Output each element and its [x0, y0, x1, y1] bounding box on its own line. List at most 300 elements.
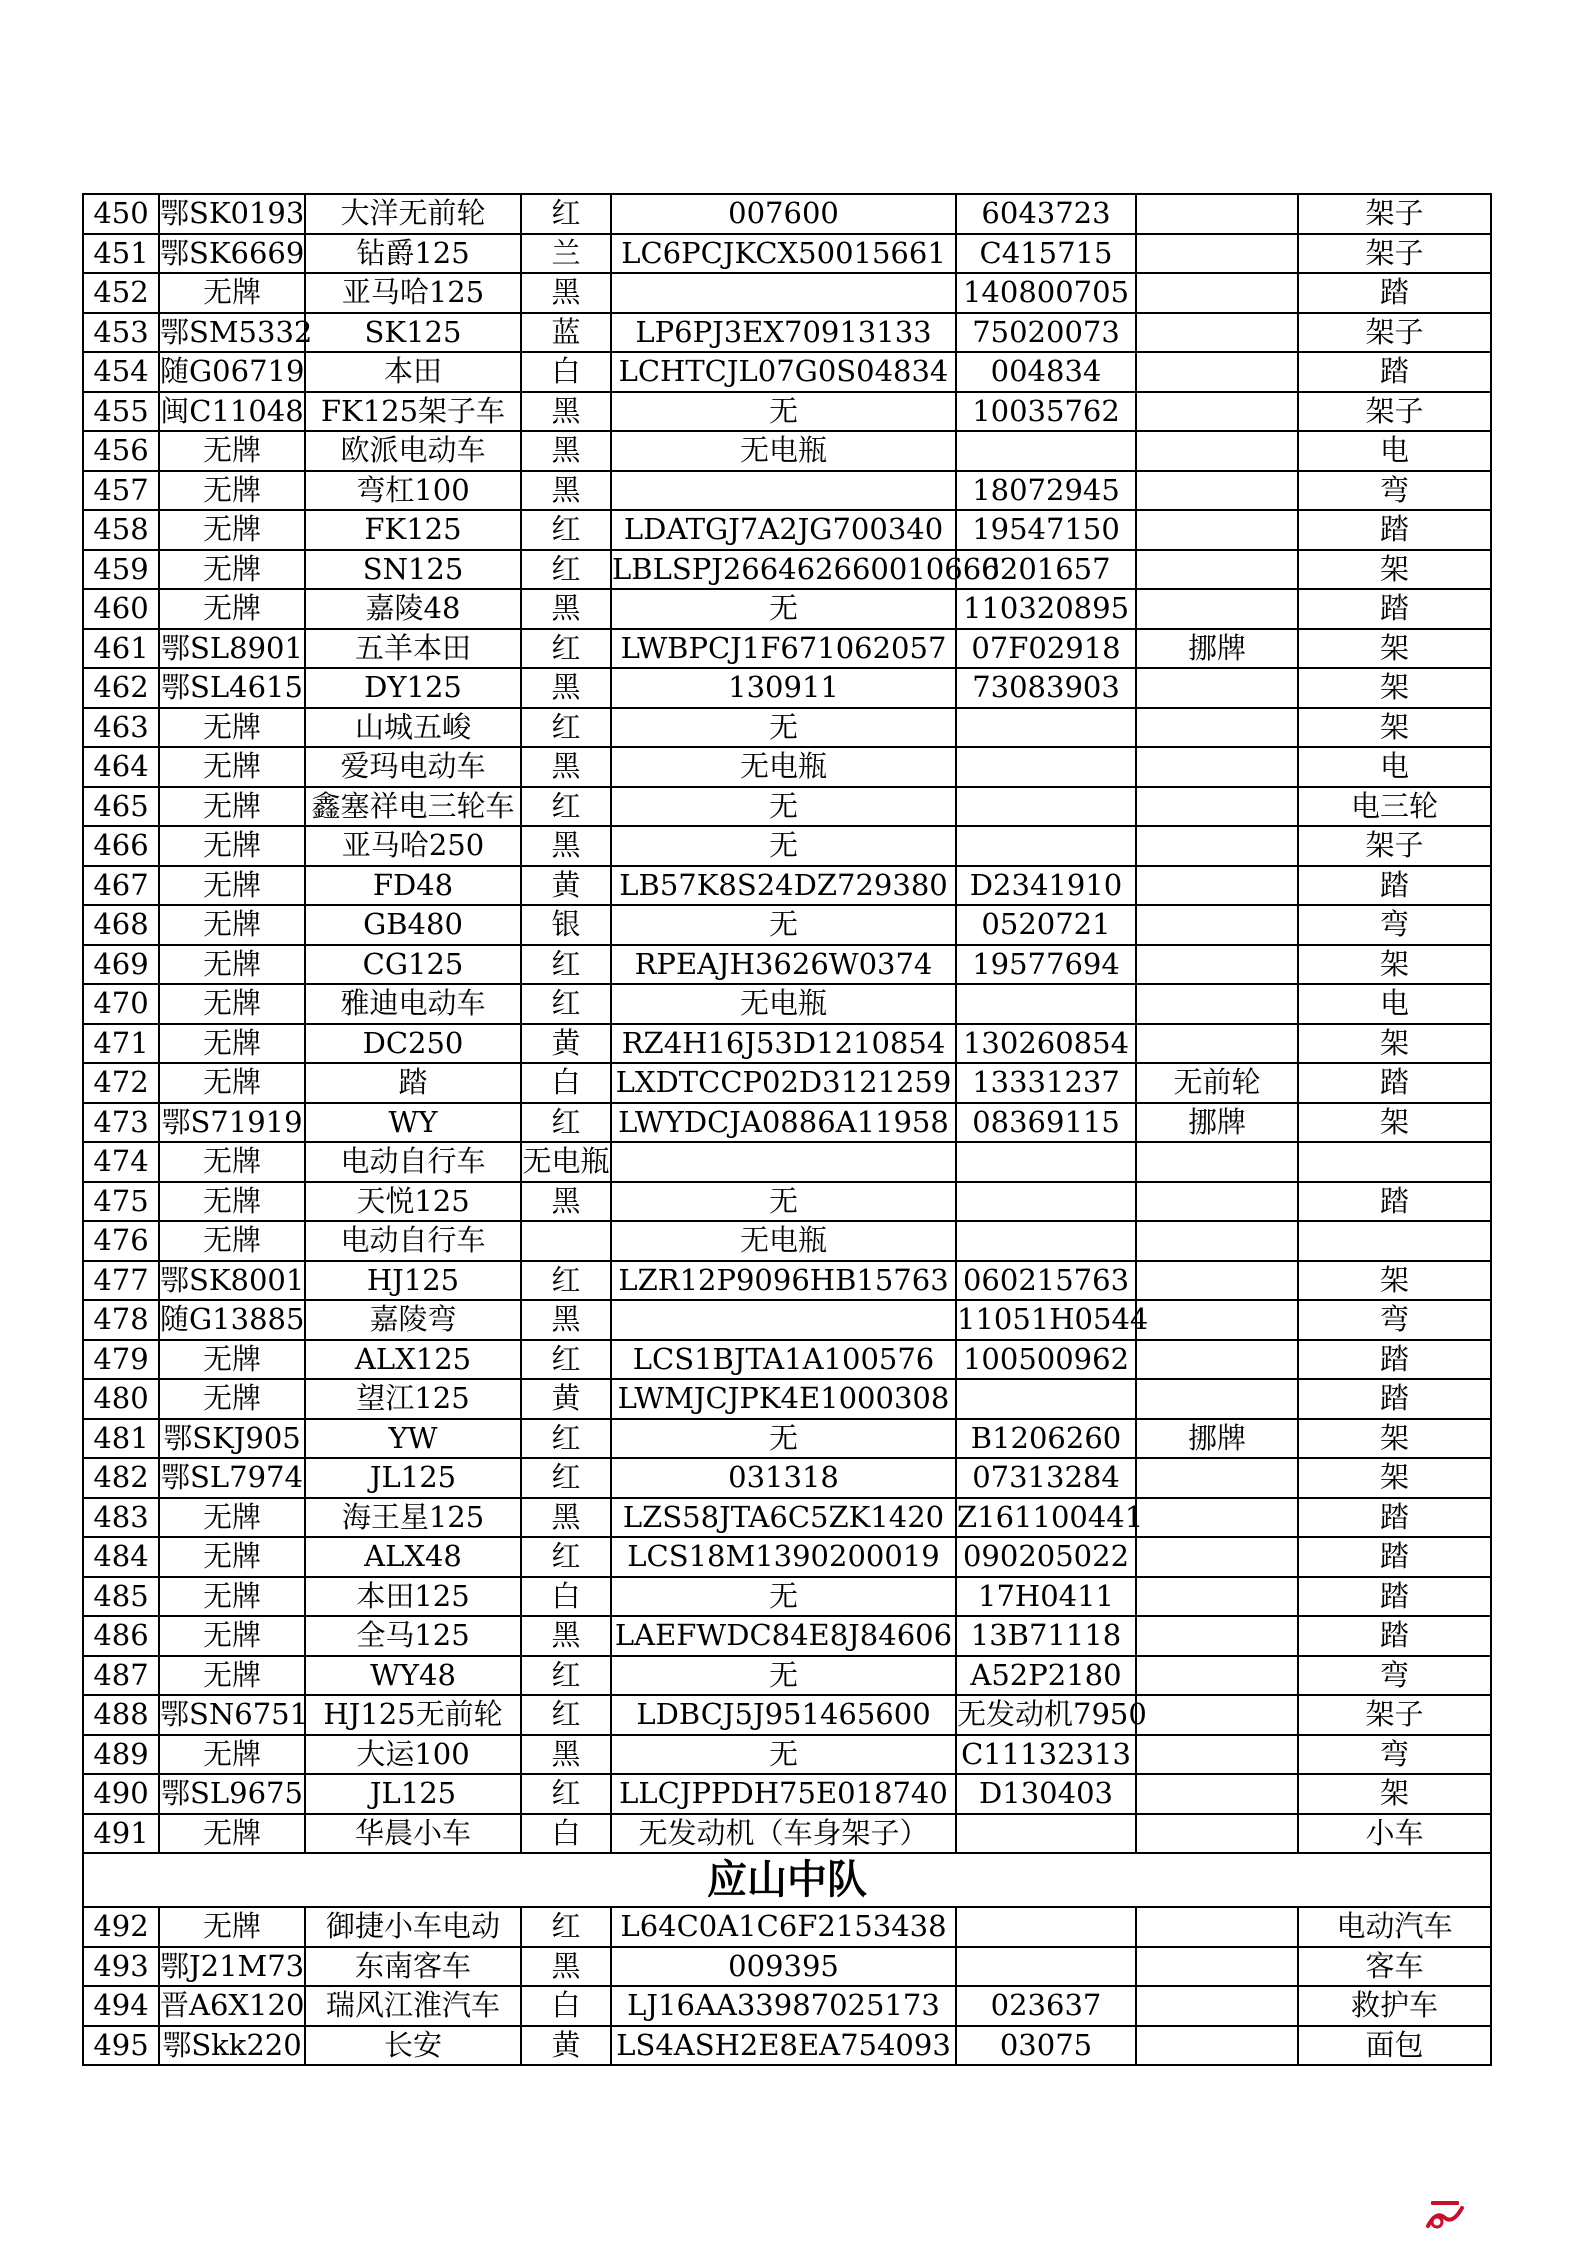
- row-number-cell: 484: [83, 1537, 159, 1577]
- plate-number-cell: 鄂SL9675: [159, 1774, 305, 1814]
- frame-number-cell: LAEFWDC84E8J84606: [611, 1616, 956, 1656]
- table-row: [83, 1300, 1491, 1340]
- vehicle-color-cell: 黄: [521, 866, 611, 906]
- frame-number-cell: LXDTCCP02D3121259: [611, 1063, 956, 1103]
- plate-number-cell: 无牌: [159, 787, 305, 827]
- vehicle-model-cell: 亚马哈250: [305, 826, 521, 866]
- row-number-cell: 491: [83, 1814, 159, 1854]
- frame-number-cell: 130911: [611, 668, 956, 708]
- vehicle-model-cell: 华晨小车: [305, 1814, 521, 1854]
- row-number-cell: 475: [83, 1182, 159, 1222]
- frame-number-cell: LCS18M1390200019: [611, 1537, 956, 1577]
- vehicle-model-cell: WY48: [305, 1656, 521, 1696]
- frame-number-cell: 无: [611, 589, 956, 629]
- plate-number-cell: 鄂SL4615: [159, 668, 305, 708]
- vehicle-color-cell: 红: [521, 1340, 611, 1380]
- vehicle-type-cell: 架子: [1298, 1695, 1491, 1735]
- vehicle-model-cell: 长安: [305, 2026, 521, 2066]
- vehicle-model-cell: 大洋无前轮: [305, 194, 521, 234]
- row-number-cell: 451: [83, 234, 159, 274]
- table-row: [83, 1261, 1491, 1301]
- vehicle-color-cell: 红: [521, 629, 611, 669]
- frame-number-cell: LZR12P9096HB15763: [611, 1261, 956, 1301]
- vehicle-type-cell: 架: [1298, 1024, 1491, 1064]
- table-row: [83, 1907, 1491, 1947]
- table-row: [83, 1947, 1491, 1987]
- row-number-cell: 483: [83, 1498, 159, 1538]
- vehicle-type-cell: 弯: [1298, 1735, 1491, 1775]
- vehicle-color-cell: 白: [521, 1063, 611, 1103]
- remark-cell: [1136, 1458, 1298, 1498]
- remark-cell: [1136, 1142, 1298, 1182]
- remark-cell: [1136, 1221, 1298, 1261]
- vehicle-model-cell: 海王星125: [305, 1498, 521, 1538]
- vehicle-type-cell: 踏: [1298, 1537, 1491, 1577]
- row-number-cell: 458: [83, 510, 159, 550]
- vehicle-model-cell: FK125: [305, 510, 521, 550]
- plate-number-cell: 鄂SK0193: [159, 194, 305, 234]
- vehicle-type-cell: 小车: [1298, 1814, 1491, 1854]
- vehicle-model-cell: JL125: [305, 1774, 521, 1814]
- plate-number-cell: 无牌: [159, 431, 305, 471]
- table-row: [83, 1537, 1491, 1577]
- remark-cell: [1136, 1537, 1298, 1577]
- engine-number-cell: 18072945: [956, 471, 1136, 511]
- row-number-cell: 485: [83, 1577, 159, 1617]
- vehicle-color-cell: 黑: [521, 431, 611, 471]
- vehicle-type-cell: 踏: [1298, 1498, 1491, 1538]
- row-number-cell: 461: [83, 629, 159, 669]
- engine-number-cell: 07313284: [956, 1458, 1136, 1498]
- vehicle-model-cell: GB480: [305, 905, 521, 945]
- row-number-cell: 472: [83, 1063, 159, 1103]
- vehicle-color-cell: 黑: [521, 1300, 611, 1340]
- remark-cell: [1136, 510, 1298, 550]
- frame-number-cell: LDATGJ7A2JG700340: [611, 510, 956, 550]
- table-row: [83, 1024, 1491, 1064]
- row-number-cell: 495: [83, 2026, 159, 2066]
- frame-number-cell: [611, 273, 956, 313]
- vehicle-color-cell: [521, 1221, 611, 1261]
- remark-cell: [1136, 945, 1298, 985]
- plate-number-cell: 无牌: [159, 1735, 305, 1775]
- row-number-cell: 463: [83, 708, 159, 748]
- vehicle-model-cell: SN125: [305, 550, 521, 590]
- engine-number-cell: 023637: [956, 1986, 1136, 2026]
- vehicle-type-cell: 踏: [1298, 589, 1491, 629]
- row-number-cell: 488: [83, 1695, 159, 1735]
- engine-number-cell: 75020073: [956, 313, 1136, 353]
- table-row: [83, 589, 1491, 629]
- engine-number-cell: 140800705: [956, 273, 1136, 313]
- engine-number-cell: Z161100441: [956, 1498, 1136, 1538]
- vehicle-type-cell: 救护车: [1298, 1986, 1491, 2026]
- vehicle-model-cell: 本田125: [305, 1577, 521, 1617]
- row-number-cell: 466: [83, 826, 159, 866]
- engine-number-cell: [956, 1379, 1136, 1419]
- vehicle-color-cell: 白: [521, 1577, 611, 1617]
- vehicle-type-cell: 踏: [1298, 273, 1491, 313]
- frame-number-cell: LWBPCJ1F671062057: [611, 629, 956, 669]
- row-number-cell: 470: [83, 984, 159, 1024]
- remark-cell: [1136, 1340, 1298, 1380]
- vehicle-color-cell: 黑: [521, 1616, 611, 1656]
- vehicle-color-cell: 兰: [521, 234, 611, 274]
- row-number-cell: 479: [83, 1340, 159, 1380]
- frame-number-cell: LCS1BJTA1A100576: [611, 1340, 956, 1380]
- frame-number-cell: LLCJPPDH75E018740: [611, 1774, 956, 1814]
- table-row: [83, 668, 1491, 708]
- vehicle-type-cell: 踏: [1298, 1340, 1491, 1380]
- frame-number-cell: 无: [611, 1577, 956, 1617]
- row-number-cell: 490: [83, 1774, 159, 1814]
- remark-cell: [1136, 1814, 1298, 1854]
- table-row: [83, 1063, 1491, 1103]
- row-number-cell: 457: [83, 471, 159, 511]
- engine-number-cell: 13B71118: [956, 1616, 1136, 1656]
- row-number-cell: 465: [83, 787, 159, 827]
- section-title: 应山中队: [83, 1853, 1491, 1907]
- remark-cell: 挪牌: [1136, 629, 1298, 669]
- vehicle-color-cell: 白: [521, 352, 611, 392]
- frame-number-cell: LWYDCJA0886A11958: [611, 1103, 956, 1143]
- remark-cell: [1136, 550, 1298, 590]
- vehicle-color-cell: 黑: [521, 1498, 611, 1538]
- plate-number-cell: 鄂S71919: [159, 1103, 305, 1143]
- frame-number-cell: LS4ASH2E8EA754093: [611, 2026, 956, 2066]
- vehicle-type-cell: 架子: [1298, 313, 1491, 353]
- vehicle-type-cell: 面包: [1298, 2026, 1491, 2066]
- vehicle-type-cell: 踏: [1298, 352, 1491, 392]
- remark-cell: 无前轮: [1136, 1063, 1298, 1103]
- remark-cell: [1136, 668, 1298, 708]
- table-row: [83, 1142, 1491, 1182]
- row-number-cell: 478: [83, 1300, 159, 1340]
- vehicle-model-cell: 爱玛电动车: [305, 747, 521, 787]
- vehicle-model-cell: HJ125无前轮: [305, 1695, 521, 1735]
- frame-number-cell: LB57K8S24DZ729380: [611, 866, 956, 906]
- vehicle-model-cell: FD48: [305, 866, 521, 906]
- row-number-cell: 480: [83, 1379, 159, 1419]
- vehicle-type-cell: 电: [1298, 984, 1491, 1024]
- plate-number-cell: 无牌: [159, 1142, 305, 1182]
- vehicle-color-cell: 红: [521, 1419, 611, 1459]
- row-number-cell: 486: [83, 1616, 159, 1656]
- frame-number-cell: 无: [611, 392, 956, 432]
- row-number-cell: 454: [83, 352, 159, 392]
- section-header-row: [83, 1853, 1491, 1907]
- plate-number-cell: 鄂SK6669: [159, 234, 305, 274]
- vehicle-type-cell: 架子: [1298, 194, 1491, 234]
- table-row: [83, 1735, 1491, 1775]
- plate-number-cell: 鄂SN6751: [159, 1695, 305, 1735]
- vehicle-type-cell: 架: [1298, 668, 1491, 708]
- vehicle-color-cell: 红: [521, 1695, 611, 1735]
- plate-number-cell: 无牌: [159, 708, 305, 748]
- vehicle-type-cell: 电: [1298, 431, 1491, 471]
- table-row: [83, 1774, 1491, 1814]
- engine-number-cell: [956, 1182, 1136, 1222]
- vehicle-model-cell: 踏: [305, 1063, 521, 1103]
- frame-number-cell: 009395: [611, 1947, 956, 1987]
- vehicle-type-cell: 弯: [1298, 1300, 1491, 1340]
- table-row: [83, 194, 1491, 234]
- plate-number-cell: 无牌: [159, 1182, 305, 1222]
- engine-number-cell: 110320895: [956, 589, 1136, 629]
- remark-cell: [1136, 1300, 1298, 1340]
- engine-number-cell: 10035762: [956, 392, 1136, 432]
- table-row: [83, 1221, 1491, 1261]
- row-number-cell: 453: [83, 313, 159, 353]
- engine-number-cell: D2341910: [956, 866, 1136, 906]
- frame-number-cell: LBLSPJ266462660010660: [611, 550, 956, 590]
- frame-number-cell: 无: [611, 1735, 956, 1775]
- remark-cell: [1136, 1379, 1298, 1419]
- remark-cell: [1136, 1024, 1298, 1064]
- plate-number-cell: 鄂Skk220: [159, 2026, 305, 2066]
- vehicle-color-cell: 无电瓶: [521, 1142, 611, 1182]
- frame-number-cell: LZS58JTA6C5ZK1420: [611, 1498, 956, 1538]
- plate-number-cell: 鄂SK8001: [159, 1261, 305, 1301]
- table-row: [83, 747, 1491, 787]
- vehicle-model-cell: 电动自行车: [305, 1221, 521, 1261]
- vehicle-model-cell: 嘉陵弯: [305, 1300, 521, 1340]
- vehicle-type-cell: 架: [1298, 945, 1491, 985]
- table-row: [83, 984, 1491, 1024]
- engine-number-cell: 73083903: [956, 668, 1136, 708]
- vehicle-model-cell: YW: [305, 1419, 521, 1459]
- remark-cell: [1136, 194, 1298, 234]
- row-number-cell: 459: [83, 550, 159, 590]
- plate-number-cell: 无牌: [159, 471, 305, 511]
- vehicle-color-cell: 红: [521, 945, 611, 985]
- remark-cell: [1136, 826, 1298, 866]
- frame-number-cell: 无电瓶: [611, 747, 956, 787]
- frame-number-cell: 无: [611, 1419, 956, 1459]
- vehicle-model-cell: JL125: [305, 1458, 521, 1498]
- frame-number-cell: 无: [611, 1656, 956, 1696]
- table-row: [83, 1458, 1491, 1498]
- plate-number-cell: 无牌: [159, 1537, 305, 1577]
- row-number-cell: 452: [83, 273, 159, 313]
- row-number-cell: 464: [83, 747, 159, 787]
- plate-number-cell: 无牌: [159, 945, 305, 985]
- frame-number-cell: 031318: [611, 1458, 956, 1498]
- remark-cell: [1136, 1735, 1298, 1775]
- vehicle-type-cell: 电: [1298, 747, 1491, 787]
- frame-number-cell: [611, 471, 956, 511]
- remark-cell: [1136, 787, 1298, 827]
- vehicle-model-cell: DC250: [305, 1024, 521, 1064]
- vehicle-model-cell: 雅迪电动车: [305, 984, 521, 1024]
- vehicle-type-cell: 弯: [1298, 1656, 1491, 1696]
- vehicle-model-cell: 全马125: [305, 1616, 521, 1656]
- row-number-cell: 455: [83, 392, 159, 432]
- frame-number-cell: 无电瓶: [611, 1221, 956, 1261]
- vehicle-color-cell: 红: [521, 1458, 611, 1498]
- plate-number-cell: 无牌: [159, 1379, 305, 1419]
- remark-cell: 挪牌: [1136, 1419, 1298, 1459]
- row-number-cell: 456: [83, 431, 159, 471]
- table-row: [83, 273, 1491, 313]
- vehicle-color-cell: 黄: [521, 2026, 611, 2066]
- vehicle-color-cell: 黑: [521, 273, 611, 313]
- remark-cell: [1136, 1986, 1298, 2026]
- vehicle-color-cell: 红: [521, 787, 611, 827]
- vehicle-type-cell: 电动汽车: [1298, 1907, 1491, 1947]
- engine-number-cell: 090205022: [956, 1537, 1136, 1577]
- vehicle-color-cell: 红: [521, 1774, 611, 1814]
- remark-cell: [1136, 471, 1298, 511]
- vehicle-color-cell: 黑: [521, 826, 611, 866]
- row-number-cell: 450: [83, 194, 159, 234]
- vehicle-model-cell: ALX48: [305, 1537, 521, 1577]
- frame-number-cell: 无电瓶: [611, 431, 956, 471]
- plate-number-cell: 无牌: [159, 589, 305, 629]
- vehicle-color-cell: 红: [521, 1537, 611, 1577]
- vehicle-model-cell: HJ125: [305, 1261, 521, 1301]
- table-row: [83, 1986, 1491, 2026]
- engine-number-cell: 004834: [956, 352, 1136, 392]
- remark-cell: [1136, 1695, 1298, 1735]
- table-row: [83, 1340, 1491, 1380]
- engine-number-cell: [956, 1947, 1136, 1987]
- vehicle-type-cell: 踏: [1298, 1063, 1491, 1103]
- table-row: [83, 1379, 1491, 1419]
- plate-number-cell: 无牌: [159, 866, 305, 906]
- vehicle-model-cell: DY125: [305, 668, 521, 708]
- plate-number-cell: 无牌: [159, 1221, 305, 1261]
- plate-number-cell: 无牌: [159, 1340, 305, 1380]
- engine-number-cell: 13331237: [956, 1063, 1136, 1103]
- remark-cell: [1136, 273, 1298, 313]
- engine-number-cell: 19547150: [956, 510, 1136, 550]
- frame-number-cell: 无电瓶: [611, 984, 956, 1024]
- remark-cell: [1136, 1616, 1298, 1656]
- vehicle-model-cell: SK125: [305, 313, 521, 353]
- vehicle-model-cell: 鑫塞祥电三轮车: [305, 787, 521, 827]
- plate-number-cell: 鄂SL7974: [159, 1458, 305, 1498]
- row-number-cell: 494: [83, 1986, 159, 2026]
- plate-number-cell: 无牌: [159, 1024, 305, 1064]
- remark-cell: [1136, 984, 1298, 1024]
- table-row: [83, 1498, 1491, 1538]
- vehicle-type-cell: [1298, 1221, 1491, 1261]
- engine-number-cell: 100500962: [956, 1340, 1136, 1380]
- frame-number-cell: [611, 1300, 956, 1340]
- engine-number-cell: 6201657: [956, 550, 1136, 590]
- vehicle-type-cell: 踏: [1298, 1182, 1491, 1222]
- remark-cell: [1136, 1947, 1298, 1987]
- engine-number-cell: [956, 747, 1136, 787]
- vehicle-color-cell: 银: [521, 905, 611, 945]
- plate-number-cell: 无牌: [159, 1577, 305, 1617]
- plate-number-cell: 无牌: [159, 1616, 305, 1656]
- table-row: [83, 866, 1491, 906]
- remark-cell: [1136, 1182, 1298, 1222]
- vehicle-color-cell: 红: [521, 194, 611, 234]
- row-number-cell: 489: [83, 1735, 159, 1775]
- remark-cell: [1136, 589, 1298, 629]
- table-row: [83, 1577, 1491, 1617]
- frame-number-cell: 无发动机（车身架子）: [611, 1814, 956, 1854]
- remark-cell: [1136, 905, 1298, 945]
- engine-number-cell: 0520721: [956, 905, 1136, 945]
- vehicle-color-cell: 黑: [521, 747, 611, 787]
- table-row: [83, 945, 1491, 985]
- frame-number-cell: 007600: [611, 194, 956, 234]
- vehicle-model-cell: 嘉陵48: [305, 589, 521, 629]
- vehicle-type-cell: 架: [1298, 1103, 1491, 1143]
- vehicle-type-cell: 踏: [1298, 866, 1491, 906]
- engine-number-cell: 130260854: [956, 1024, 1136, 1064]
- vehicle-model-cell: 天悦125: [305, 1182, 521, 1222]
- table-row: [83, 787, 1491, 827]
- remark-cell: [1136, 1774, 1298, 1814]
- plate-number-cell: 鄂SL8901: [159, 629, 305, 669]
- remark-cell: [1136, 1261, 1298, 1301]
- vehicle-model-cell: 望江125: [305, 1379, 521, 1419]
- vehicle-model-cell: CG125: [305, 945, 521, 985]
- vehicle-color-cell: 红: [521, 1907, 611, 1947]
- table-row: [83, 1814, 1491, 1854]
- logo-stamp-icon: [1422, 2196, 1468, 2234]
- plate-number-cell: 无牌: [159, 550, 305, 590]
- vehicle-type-cell: 踏: [1298, 510, 1491, 550]
- vehicle-color-cell: 红: [521, 1656, 611, 1696]
- frame-number-cell: 无: [611, 708, 956, 748]
- table-row: [83, 826, 1491, 866]
- row-number-cell: 471: [83, 1024, 159, 1064]
- table-row: [83, 510, 1491, 550]
- remark-cell: [1136, 352, 1298, 392]
- remark-cell: [1136, 866, 1298, 906]
- frame-number-cell: LDBCJ5J951465600: [611, 1695, 956, 1735]
- engine-number-cell: 6043723: [956, 194, 1136, 234]
- plate-number-cell: 无牌: [159, 747, 305, 787]
- vehicle-color-cell: 黑: [521, 392, 611, 432]
- frame-number-cell: LJ16AA33987025173: [611, 1986, 956, 2026]
- plate-number-cell: 随G06719: [159, 352, 305, 392]
- engine-number-cell: A52P2180: [956, 1656, 1136, 1696]
- vehicle-model-cell: WY: [305, 1103, 521, 1143]
- frame-number-cell: RZ4H16J53D1210854: [611, 1024, 956, 1064]
- vehicle-type-cell: 踏: [1298, 1577, 1491, 1617]
- engine-number-cell: 11051H0544: [956, 1300, 1136, 1340]
- row-number-cell: 492: [83, 1907, 159, 1947]
- table-row: [83, 352, 1491, 392]
- table-row: [83, 1182, 1491, 1222]
- vehicle-type-cell: 架: [1298, 1458, 1491, 1498]
- vehicle-color-cell: 黄: [521, 1024, 611, 1064]
- remark-cell: [1136, 1907, 1298, 1947]
- remark-cell: [1136, 392, 1298, 432]
- vehicle-color-cell: 红: [521, 984, 611, 1024]
- row-number-cell: 468: [83, 905, 159, 945]
- table-row: [83, 313, 1491, 353]
- frame-number-cell: LP6PJ3EX70913133: [611, 313, 956, 353]
- row-number-cell: 473: [83, 1103, 159, 1143]
- plate-number-cell: 无牌: [159, 1907, 305, 1947]
- vehicle-color-cell: 红: [521, 550, 611, 590]
- remark-cell: 挪牌: [1136, 1103, 1298, 1143]
- vehicle-type-cell: 踏: [1298, 1379, 1491, 1419]
- vehicle-type-cell: 架: [1298, 1261, 1491, 1301]
- table-row: [83, 1656, 1491, 1696]
- table-row: [83, 234, 1491, 274]
- plate-number-cell: 鄂SM5332: [159, 313, 305, 353]
- engine-number-cell: [956, 826, 1136, 866]
